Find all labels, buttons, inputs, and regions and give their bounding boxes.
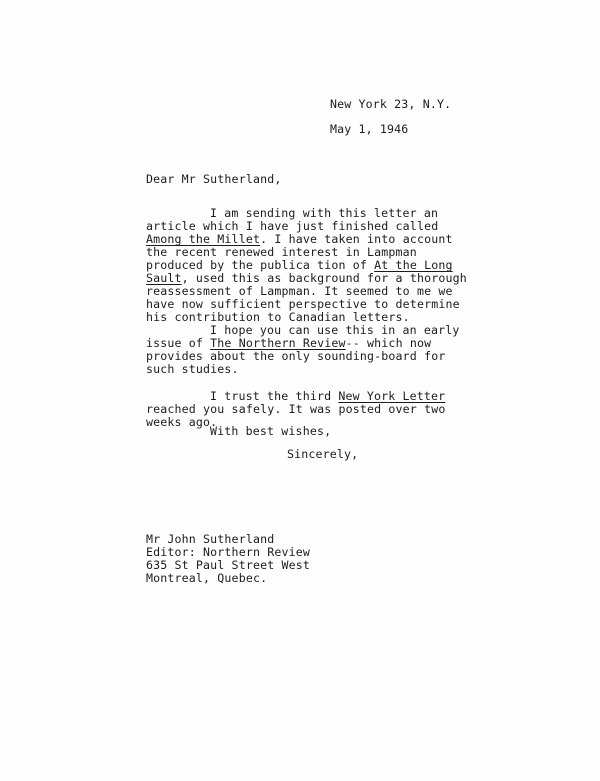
p3-line-2: reached you safely. It was posted over two <box>146 402 446 416</box>
article-title: Among the Millet <box>146 232 261 246</box>
p2-line-1: I hope you can use this in an early <box>210 323 460 337</box>
recipient-title: Editor: Northern Review <box>146 545 310 559</box>
book-title-part-1: At the Long <box>374 258 453 272</box>
book-title-part-2: Sault <box>146 271 182 285</box>
p2-line-2 <box>146 336 431 350</box>
p1-line-3-rest: . I have taken into account <box>260 232 453 246</box>
p1-line-5-start: produced by the publica tion of <box>146 258 375 272</box>
recipient-street: 635 St Paul Street West <box>146 558 310 572</box>
p3-line-1-start: I trust the third <box>210 389 339 403</box>
p1-line-7: reassessment of Lampman. It seemed to me we <box>146 284 453 298</box>
p2-line-4: such studies. <box>146 362 239 376</box>
p1-line-4: the recent renewed interest in Lampman <box>146 245 417 259</box>
letter-date: May 1, 1946 <box>330 122 409 136</box>
p1-line-1: I am sending with this letter an <box>210 206 439 220</box>
p1-line-6-rest: , used this as background for a thorough <box>181 271 467 285</box>
p3-line-1 <box>210 389 445 403</box>
p1-line-6 <box>146 271 467 285</box>
p1-line-3 <box>146 232 453 246</box>
journal-title: The Northern Review <box>210 336 346 350</box>
p1-line-9: his contribution to Canadian letters. <box>146 310 410 324</box>
sender-location: New York 23, N.Y. <box>330 97 452 111</box>
p2-line-3: provides about the only sounding-board for <box>146 349 446 363</box>
recipient-name: Mr John Sutherland <box>146 532 275 546</box>
p1-line-2: article which I have just finished called <box>146 219 439 233</box>
p1-line-5 <box>146 258 453 272</box>
salutation: Dear Mr Sutherland, <box>146 172 282 186</box>
p2-line-2-rest: -- which now <box>345 336 432 350</box>
p1-line-8: have now sufficient perspective to determine <box>146 297 460 311</box>
closing-sincerely: Sincerely, <box>287 447 359 461</box>
p2-line-2-start: issue of <box>146 336 211 350</box>
recipient-city: Montreal, Quebec. <box>146 571 268 585</box>
column-title: New York Letter <box>338 389 446 403</box>
closing-wishes: With best wishes, <box>210 424 332 438</box>
p3-line-3: weeks ago. <box>146 415 218 429</box>
